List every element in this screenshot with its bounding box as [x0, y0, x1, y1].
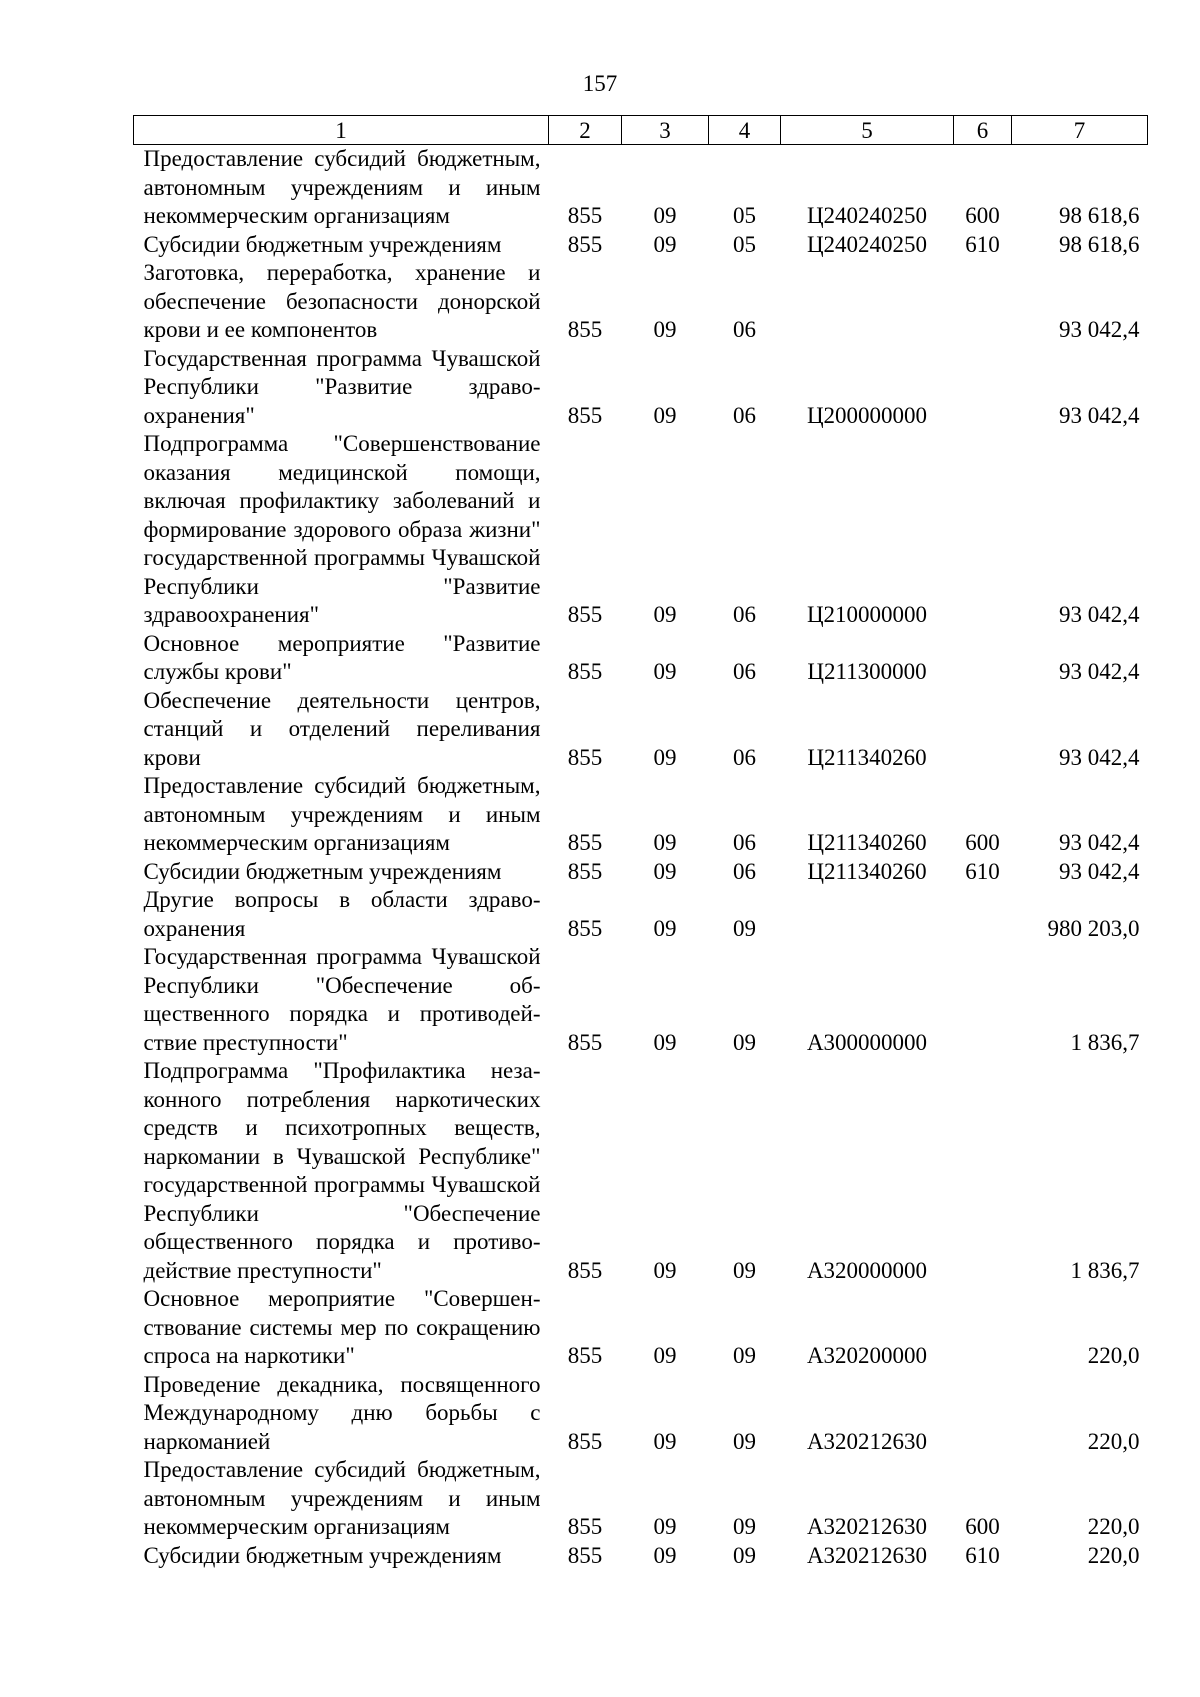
row-admin-code: 855 — [567, 659, 603, 684]
row-section: 09 — [653, 402, 677, 428]
row-admin-code: 855 — [567, 402, 603, 428]
row-section: 09 — [653, 1514, 677, 1539]
table-row — [134, 772, 1148, 858]
row-admin-code: 855 — [567, 1257, 603, 1283]
row-admin-code: 855 — [567, 1514, 603, 1539]
row-target-article: А320212630 — [806, 1542, 928, 1568]
table-row — [134, 1371, 1148, 1457]
row-amount: 93 042,4 — [1059, 317, 1140, 342]
row-expense-type — [954, 345, 1012, 431]
row-expense-type: 600 — [965, 203, 1000, 228]
budget-table — [133, 115, 1148, 1570]
table-row — [134, 943, 1148, 1057]
row-admin-code: 855 — [567, 830, 603, 855]
row-name: Субсидии бюджетным учреждениям — [143, 1542, 502, 1568]
table-body — [134, 145, 1148, 1571]
row-amount: 1 836,7 — [1070, 1029, 1140, 1055]
row-amount: 93 042,4 — [1059, 744, 1140, 770]
row-target-article: А300000000 — [806, 1029, 928, 1055]
row-section: 09 — [653, 602, 677, 627]
row-expense-type — [954, 630, 1012, 687]
row-name: Предоставление субсидий бюджетным, автономным учреждениям и иным некоммерческим организациям — [143, 773, 541, 855]
row-section: 09 — [653, 659, 677, 684]
row-amount: 93 042,4 — [1059, 659, 1140, 684]
row-subsection: 09 — [733, 1257, 756, 1283]
table-row — [134, 1542, 1148, 1571]
table-row — [134, 259, 1148, 345]
row-expense-type — [954, 430, 1012, 630]
row-name: Подпрограмма "Совершенствование оказания медицинской помощи, включая профилактику заболеваний и формирование здорового образа жизни" государственной программы Чувашской Республики "Развитие здравоохранения" — [143, 431, 541, 627]
header-cell-6: 6 — [954, 116, 1012, 145]
row-amount: 93 042,4 — [1059, 858, 1140, 884]
row-name: Основное мероприятие "Развитие службы крови" — [143, 630, 541, 684]
row-name: Проведение декадника, посвященного Международному дню борьбы с наркоманией — [143, 1371, 541, 1454]
row-amount: 98 618,6 — [1059, 231, 1140, 257]
row-name: Предоставление субсидий бюджетным, автономным учреждениям и иным некоммерческим организациям — [143, 146, 541, 228]
header-cell-3: 3 — [622, 116, 709, 145]
row-subsection: 06 — [733, 744, 756, 770]
row-section: 09 — [653, 1542, 677, 1568]
row-section: 09 — [653, 830, 677, 855]
row-subsection: 05 — [733, 203, 756, 228]
table-row — [134, 145, 1148, 231]
row-admin-code: 855 — [567, 602, 603, 627]
row-amount: 98 618,6 — [1059, 203, 1140, 228]
page-number: 157 — [582, 71, 618, 96]
table-row — [134, 430, 1148, 630]
row-expense-type — [954, 1285, 1012, 1371]
row-admin-code: 855 — [567, 744, 603, 770]
row-target-article: Ц210000000 — [806, 602, 928, 627]
row-amount: 220,0 — [1087, 1428, 1140, 1454]
row-subsection: 09 — [733, 1514, 756, 1539]
row-name: Заготовка, переработка, хранение и обеспечение безопасности донорской крови и ее компонентов — [143, 260, 541, 342]
row-amount: 93 042,4 — [1059, 830, 1140, 855]
table-row — [134, 858, 1148, 887]
table-row — [134, 345, 1148, 431]
row-amount: 93 042,4 — [1059, 402, 1140, 428]
row-expense-type: 610 — [965, 1542, 1000, 1568]
header-cell-4: 4 — [709, 116, 781, 145]
row-admin-code: 855 — [567, 858, 603, 884]
row-name: Подпрограмма "Профилактика незаконного потребления наркотических средств и психотропных веществ, наркомании в Чувашской Республике" государственной программы Чувашской Республики "Обеспечение общественного порядка и противодействие преступности" — [143, 1058, 541, 1283]
header-row — [134, 116, 1148, 145]
header-cell-7: 7 — [1012, 116, 1148, 145]
row-admin-code: 855 — [567, 1542, 603, 1568]
row-subsection: 09 — [733, 1343, 756, 1368]
row-target-article: Ц240240250 — [806, 203, 928, 228]
row-target-article: Ц211340260 — [807, 830, 927, 855]
row-section: 09 — [653, 1029, 677, 1055]
row-subsection: 06 — [733, 858, 756, 884]
row-target-article: А320212630 — [806, 1428, 928, 1454]
row-section: 09 — [653, 915, 677, 941]
row-expense-type: 610 — [965, 858, 1000, 884]
row-subsection: 09 — [733, 1428, 756, 1454]
row-expense-type: 600 — [965, 1514, 1000, 1539]
row-subsection: 06 — [733, 602, 756, 627]
row-amount: 1 836,7 — [1070, 1257, 1140, 1283]
row-name: Обеспечение деятельности центров, станций и отделений переливания крови — [143, 687, 541, 770]
row-section: 09 — [653, 231, 677, 257]
row-expense-type: 600 — [965, 830, 1000, 855]
row-target-article: А320000000 — [806, 1257, 928, 1283]
row-amount: 220,0 — [1087, 1542, 1140, 1568]
header-cell-1: 1 — [134, 116, 549, 145]
row-section: 09 — [653, 858, 677, 884]
row-target-article: Ц211300000 — [807, 659, 927, 684]
row-name: Государственная программа Чувашской Республики "Развитие здравоохранения" — [143, 345, 541, 428]
table-row — [134, 1456, 1148, 1542]
table-row — [134, 231, 1148, 260]
row-amount: 220,0 — [1087, 1514, 1140, 1539]
row-section: 09 — [653, 203, 677, 228]
row-admin-code: 855 — [567, 1428, 603, 1454]
row-section: 09 — [653, 1257, 677, 1283]
row-subsection: 06 — [733, 659, 756, 684]
row-admin-code: 855 — [567, 1029, 603, 1055]
header-cell-5: 5 — [781, 116, 954, 145]
row-admin-code: 855 — [567, 915, 603, 941]
table-row — [134, 886, 1148, 943]
row-subsection: 05 — [733, 231, 756, 257]
row-expense-type — [954, 886, 1012, 943]
row-expense-type — [954, 1057, 1012, 1285]
row-subsection: 06 — [733, 830, 756, 855]
row-admin-code: 855 — [567, 203, 603, 228]
row-subsection: 06 — [733, 402, 756, 428]
row-expense-type — [954, 687, 1012, 773]
row-amount: 220,0 — [1087, 1343, 1140, 1368]
row-name: Основное мероприятие "Совершенствование системы мер по сокращению спроса на наркотики" — [143, 1286, 541, 1368]
row-name: Субсидии бюджетным учреждениям — [143, 858, 502, 884]
row-section: 09 — [653, 1428, 677, 1454]
row-name: Государственная программа Чувашской Республики "Обеспечение общественного порядка и противодействие преступности" — [143, 944, 541, 1055]
row-subsection: 09 — [733, 1029, 756, 1055]
row-expense-type — [954, 259, 1012, 345]
row-section: 09 — [653, 317, 677, 342]
row-subsection: 06 — [733, 317, 756, 342]
row-admin-code: 855 — [567, 317, 603, 342]
table-row — [134, 1057, 1148, 1285]
row-subsection: 09 — [733, 915, 756, 941]
row-admin-code: 855 — [567, 231, 603, 257]
row-amount: 93 042,4 — [1059, 602, 1140, 627]
header-cell-2: 2 — [549, 116, 622, 145]
table-row — [134, 630, 1148, 687]
row-section: 09 — [653, 1343, 677, 1368]
row-expense-type — [954, 943, 1012, 1057]
row-name: Субсидии бюджетным учреждениям — [143, 231, 502, 257]
row-target-article: Ц200000000 — [806, 402, 928, 428]
row-target-article: Ц211340260 — [807, 744, 927, 770]
row-expense-type: 610 — [965, 231, 1000, 257]
row-target-article: А320212630 — [806, 1514, 928, 1539]
row-section: 09 — [653, 744, 677, 770]
row-target-article — [781, 259, 954, 345]
table-row — [134, 687, 1148, 773]
row-name: Другие вопросы в области здравоохранения — [143, 887, 541, 941]
row-target-article: Ц211340260 — [807, 858, 927, 884]
row-target-article: Ц240240250 — [806, 231, 928, 257]
row-name: Предоставление субсидий бюджетным, автономным учреждениям и иным некоммерческим организациям — [143, 1457, 541, 1539]
table-header — [134, 116, 1148, 145]
row-amount: 980 203,0 — [1047, 915, 1140, 941]
row-expense-type — [954, 1371, 1012, 1457]
row-admin-code: 855 — [567, 1343, 603, 1368]
row-subsection: 09 — [733, 1542, 756, 1568]
row-target-article — [781, 886, 954, 943]
table-row — [134, 1285, 1148, 1371]
row-target-article: А320200000 — [806, 1343, 928, 1368]
